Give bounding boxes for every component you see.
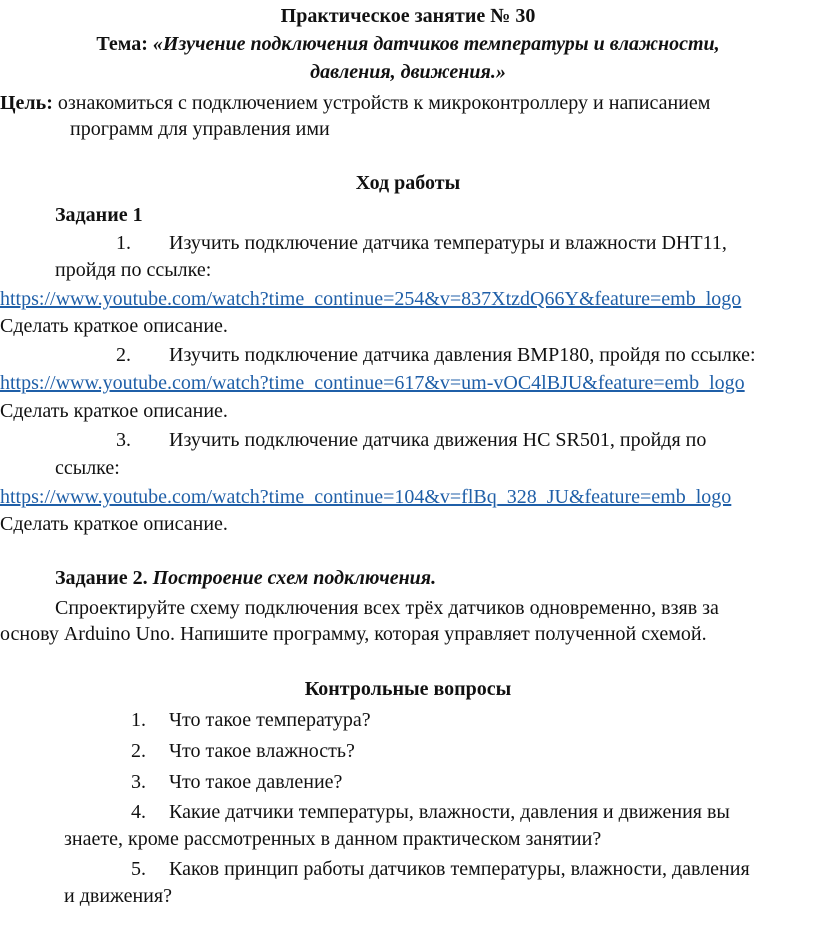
question-text: Какие датчики температуры, влажности, давления и движения вы xyxy=(169,801,730,823)
question-number: 5. xyxy=(131,858,146,880)
goal-text-continued: программ для управления ими xyxy=(70,118,330,140)
progress-heading: Ход работы xyxy=(355,172,461,194)
question-number: 3. xyxy=(131,771,146,793)
task1-item-text-continued: ссылке: xyxy=(55,457,120,479)
task1-item-note: Сделать краткое описание. xyxy=(0,315,228,337)
task1-item-note: Сделать краткое описание. xyxy=(0,513,228,535)
question-text: Что такое влажность? xyxy=(169,740,355,762)
question-text: Что такое температура? xyxy=(169,709,371,731)
task2-title: Построение схем подключения. xyxy=(152,567,437,589)
topic-text: «Изучение подключения датчиков температуры и влажности, xyxy=(152,33,720,55)
task2-text-continued: основу Arduino Uno. Напишите программу, которая управляет полученной схемой. xyxy=(0,623,707,645)
video-link[interactable]: https://www.youtube.com/watch?time_continue=254&v=837XtzdQ66Y&feature=emb_logo xyxy=(0,288,742,310)
goal-line xyxy=(0,91,710,115)
task1-item-text: Изучить подключение датчика давления BMP180, пройдя по ссылке: xyxy=(169,344,756,366)
question-number: 2. xyxy=(131,740,146,762)
video-link[interactable]: https://www.youtube.com/watch?time_continue=617&v=um-vOC4lBJU&feature=emb_logo xyxy=(0,372,745,394)
task1-item-number: 3. xyxy=(116,429,131,451)
question-text-continued: и движения? xyxy=(64,885,172,907)
task2-heading xyxy=(55,566,436,590)
topic-label: Тема: xyxy=(96,33,148,55)
task1-item-number: 2. xyxy=(116,344,131,366)
question-text: Что такое давление? xyxy=(169,771,343,793)
task2-text: Спроектируйте схему подключения всех трёх датчиков одновременно, взяв за xyxy=(55,597,719,619)
task1-item-number: 1. xyxy=(116,232,131,254)
task1-item-text: Изучить подключение датчика движения HC SR501, пройдя по xyxy=(169,429,707,451)
video-link[interactable]: https://www.youtube.com/watch?time_continue=104&v=flBq_328_JU&feature=emb_logo xyxy=(0,486,732,508)
question-number: 4. xyxy=(131,801,146,823)
question-text: Каков принцип работы датчиков температуры, влажности, давления xyxy=(169,858,750,880)
topic-line xyxy=(0,32,816,56)
task1-item-note: Сделать краткое описание. xyxy=(0,400,228,422)
page-title: Практическое занятие № 30 xyxy=(280,5,536,27)
topic-text-continued: давления, движения.» xyxy=(310,61,506,83)
task1-heading: Задание 1 xyxy=(55,204,143,226)
question-number: 1. xyxy=(131,709,146,731)
goal-text: ознакомиться с подключением устройств к микроконтроллеру и написанием xyxy=(57,92,711,114)
task1-item-text-continued: пройдя по ссылке: xyxy=(55,259,212,281)
goal-label: Цель: xyxy=(0,92,53,114)
questions-heading: Контрольные вопросы xyxy=(304,678,512,700)
task2-label: Задание 2. xyxy=(55,567,148,589)
question-text-continued: знаете, кроме рассмотренных в данном практическом занятии? xyxy=(64,828,602,850)
task1-item-text: Изучить подключение датчика температуры и влажности DHT11, xyxy=(169,232,727,254)
